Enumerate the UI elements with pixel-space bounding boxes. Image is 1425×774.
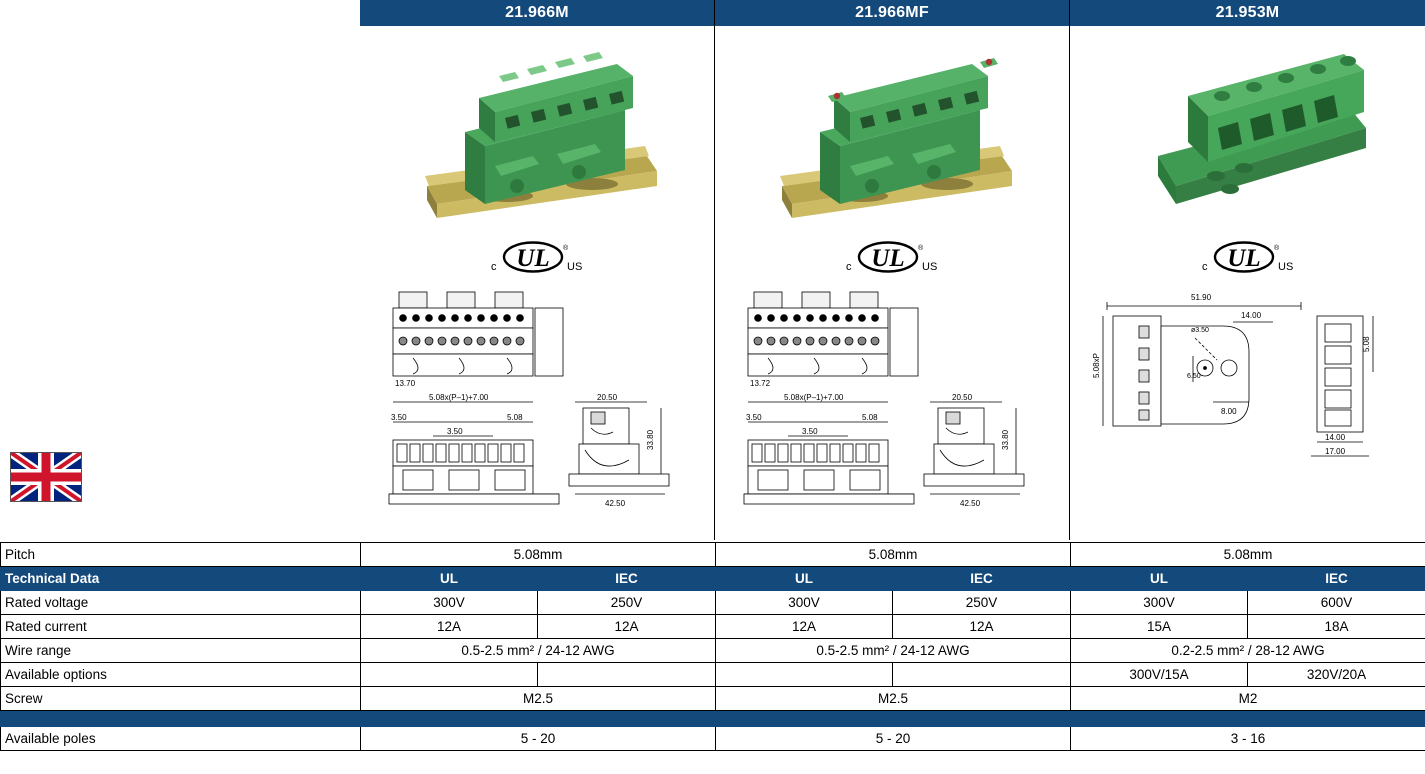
product-column-1: [360, 0, 715, 540]
cell-value: 0.5-2.5 mm² / 24-12 AWG: [361, 639, 716, 663]
ul-certification-mark-2: [715, 236, 1069, 280]
product-column-3: [1070, 0, 1425, 540]
row-label: Screw: [1, 687, 361, 711]
cell-value: UL: [1071, 567, 1248, 591]
row-label: Rated current: [1, 615, 361, 639]
ul-certification-mark-1: [360, 236, 714, 280]
cell-value: 12A: [893, 615, 1071, 639]
svg-text:5.08xP: 5.08xP: [1091, 353, 1101, 378]
cell-value: 300V: [361, 591, 538, 615]
dim-label: 13.70: [395, 379, 416, 388]
product-title-2: 21.966MF: [715, 0, 1069, 26]
svg-text:3.50: 3.50: [746, 413, 762, 422]
svg-text:UL: UL: [516, 245, 550, 272]
row-label: Wire range: [1, 639, 361, 663]
table-row-technical-data-header: [1, 567, 1425, 591]
cell-value: 5.08mm: [716, 543, 1071, 567]
cell-value: 320V/20A: [1248, 663, 1425, 687]
table-row-available-poles: [1, 727, 1425, 751]
spacer-cell: [361, 711, 1425, 727]
row-label: Available options: [1, 663, 361, 687]
cell-value: 0.5-2.5 mm² / 24-12 AWG: [716, 639, 1071, 663]
cell-value: M2: [1071, 687, 1425, 711]
svg-text:®: ®: [918, 245, 924, 252]
cell-value: 5.08mm: [361, 543, 716, 567]
spacer-cell: [1, 711, 361, 727]
cell-value: 0.2-2.5 mm² / 28-12 AWG: [1071, 639, 1425, 663]
svg-text:5.08x(P–1)+7.00: 5.08x(P–1)+7.00: [429, 393, 489, 402]
technical-drawing-2: [715, 282, 1069, 532]
table-row-screw: [1, 687, 1425, 711]
cell-value: 250V: [538, 591, 716, 615]
cell-value: M2.5: [716, 687, 1071, 711]
row-label: Available poles: [1, 727, 361, 751]
cell-value: 5 - 20: [361, 727, 716, 751]
cell-value: 15A: [1071, 615, 1248, 639]
svg-text:5.08x(P–1)+7.00: 5.08x(P–1)+7.00: [784, 393, 844, 402]
product-title-1: 21.966M: [360, 0, 714, 26]
svg-text:3.50: 3.50: [391, 413, 407, 422]
cell-value: [538, 663, 716, 687]
table-row-pitch: [1, 543, 1425, 567]
row-label: Pitch: [1, 543, 361, 567]
technical-drawing-3: [1070, 282, 1425, 532]
svg-text:®: ®: [563, 245, 569, 252]
cell-value: IEC: [538, 567, 716, 591]
cell-value: UL: [361, 567, 538, 591]
svg-text:ø3.50: ø3.50: [1190, 327, 1209, 334]
cell-value: [361, 663, 538, 687]
cell-value: 300V/15A: [1071, 663, 1248, 687]
svg-text:c: c: [491, 261, 497, 273]
cell-value: 600V: [1248, 591, 1425, 615]
svg-text:3.50: 3.50: [447, 427, 463, 436]
cell-value: UL: [716, 567, 893, 591]
svg-text:UL: UL: [1226, 245, 1261, 272]
cell-value: [893, 663, 1071, 687]
cell-value: 250V: [893, 591, 1071, 615]
cell-value: 12A: [361, 615, 538, 639]
table-row-available-options: [1, 663, 1425, 687]
cell-value: IEC: [1248, 567, 1425, 591]
svg-text:14.00: 14.00: [1324, 433, 1345, 442]
svg-text:c: c: [1201, 261, 1207, 273]
svg-text:5.08: 5.08: [1361, 336, 1371, 352]
svg-text:5.08: 5.08: [862, 413, 878, 422]
product-photo-2: [715, 36, 1069, 236]
svg-text:42.50: 42.50: [960, 499, 981, 508]
product-photo-1: [360, 36, 714, 236]
ul-certification-mark-3: [1070, 236, 1425, 280]
svg-text:42.50: 42.50: [605, 499, 626, 508]
cell-value: 3 - 16: [1071, 727, 1425, 751]
product-title-3: 21.953M: [1070, 0, 1425, 26]
table-row-rated-current: [1, 615, 1425, 639]
table-row-rated-voltage: [1, 591, 1425, 615]
cell-value: 5.08mm: [1071, 543, 1425, 567]
table-row-spacer: [1, 711, 1425, 727]
svg-text:17.00: 17.00: [1324, 447, 1345, 456]
row-label: Technical Data: [1, 567, 361, 591]
svg-text:®: ®: [1273, 245, 1279, 252]
svg-text:51.90: 51.90: [1190, 293, 1211, 302]
table-row-wire-range: [1, 639, 1425, 663]
technical-data-table: [0, 542, 1425, 751]
cell-value: IEC: [893, 567, 1071, 591]
svg-text:c: c: [846, 261, 852, 273]
svg-text:33.80: 33.80: [646, 429, 655, 450]
cell-value: 18A: [1248, 615, 1425, 639]
cell-value: 12A: [716, 615, 893, 639]
svg-text:20.50: 20.50: [597, 393, 618, 402]
cell-value: 300V: [1071, 591, 1248, 615]
svg-text:US: US: [922, 261, 938, 273]
row-label: Rated voltage: [1, 591, 361, 615]
cell-value: 5 - 20: [716, 727, 1071, 751]
svg-text:US: US: [1277, 261, 1293, 273]
product-column-2: [715, 0, 1070, 540]
svg-text:US: US: [567, 261, 583, 273]
technical-drawing-1: [360, 282, 714, 532]
united-kingdom-flag: [10, 452, 82, 502]
svg-text:33.80: 33.80: [1001, 429, 1010, 450]
product-photo-3: [1070, 36, 1425, 236]
svg-text:5.08: 5.08: [507, 413, 523, 422]
cell-value: 300V: [716, 591, 893, 615]
cell-value: 12A: [538, 615, 716, 639]
svg-text:20.50: 20.50: [952, 393, 973, 402]
cell-value: M2.5: [361, 687, 716, 711]
svg-text:8.00: 8.00: [1220, 407, 1237, 416]
svg-text:UL: UL: [871, 245, 905, 272]
svg-text:14.00: 14.00: [1240, 311, 1261, 320]
svg-text:13.72: 13.72: [750, 379, 771, 388]
svg-text:3.50: 3.50: [802, 427, 818, 436]
cell-value: [716, 663, 893, 687]
svg-text:6.50: 6.50: [1186, 373, 1201, 380]
product-columns: [360, 0, 1425, 540]
